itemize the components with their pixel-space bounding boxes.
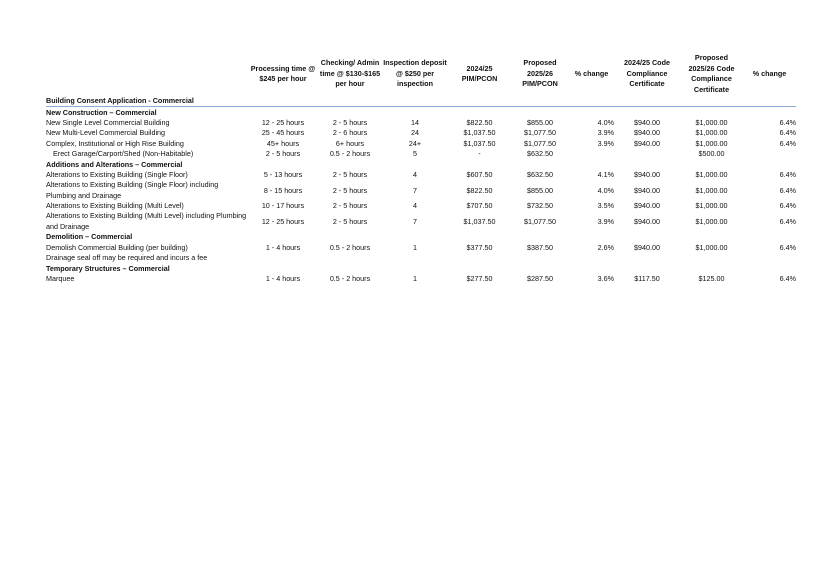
header-ccc-change: % change: [752, 68, 787, 78]
cell-ccc-change: 6.4%: [779, 138, 796, 148]
section-title: Additions and Alterations – Commercial: [46, 159, 183, 169]
cell-ccc-2025: $125.00: [698, 273, 725, 283]
cell-pim-2024: [448, 253, 511, 263]
cell-description: Alterations to Existing Building (Multi Level) including Plumbing and Drainage: [46, 211, 247, 231]
cell-pim-2025: $1,077.50: [524, 128, 556, 138]
section-header-row: [46, 263, 796, 273]
cell-processing-time: 12 - 25 hours: [261, 117, 305, 127]
cell-checking-time: 2 - 6 hours: [332, 128, 368, 138]
cell-checking-time: 2 - 5 hours: [332, 201, 368, 211]
cell-pim-2025: $632.50: [527, 169, 553, 179]
cell-description: Marquee: [46, 273, 75, 283]
cell-checking-time: 2 - 5 hours: [332, 185, 368, 195]
cell-pim-2025: $855.00: [527, 117, 553, 127]
cell-pim-2024: $277.50: [466, 273, 493, 283]
table-row: [46, 118, 796, 128]
cell-ccc-2024: $940.00: [634, 117, 660, 127]
cell-ccc-2025: $1,000.00: [695, 242, 728, 252]
cell-processing-time: 10 - 17 hours: [261, 201, 305, 211]
section-header-row: [46, 107, 796, 118]
cell-ccc-change: [743, 149, 796, 159]
header-pim-2025: Proposed 2025/26 PIM/PCON: [522, 58, 558, 89]
cell-pim-change: 3.9%: [597, 128, 614, 138]
cell-checking-time: [318, 253, 382, 263]
cell-processing-time: 8 - 15 hours: [263, 185, 303, 195]
section-title: Demolition – Commercial: [46, 232, 133, 242]
cell-description: Erect Garage/Carport/Shed (Non-Habitable): [53, 149, 194, 159]
cell-processing-time: 12 - 25 hours: [261, 216, 305, 226]
cell-pim-2024: $1,037.50: [463, 216, 496, 226]
cell-processing-time: 1 - 4 hours: [265, 273, 301, 283]
cell-pim-2025: $855.00: [527, 185, 553, 195]
cell-ccc-2025: $1,000.00: [695, 216, 728, 226]
cell-pim-2025: $1,077.50: [524, 216, 556, 226]
cell-checking-time: 0.5 - 2 hours: [329, 242, 371, 252]
cell-pim-2025: $287.50: [527, 273, 553, 283]
cell-description: Demolish Commercial Building (per building): [46, 242, 188, 252]
table-row: [46, 149, 796, 159]
section-title: New Construction – Commercial: [46, 107, 157, 117]
cell-inspection-deposit: 24: [411, 128, 419, 138]
cell-pim-2025: $387.50: [527, 242, 553, 252]
table-body: [46, 107, 796, 284]
cell-checking-time: 2 - 5 hours: [332, 117, 368, 127]
header-pim-2024: 2024/25 PIM/PCON: [461, 63, 498, 83]
cell-pim-change: 3.6%: [597, 273, 614, 283]
cell-ccc-2024: [614, 253, 680, 263]
cell-pim-change: 2.6%: [597, 242, 614, 252]
cell-pim-2025: $732.50: [527, 201, 553, 211]
table-title-row: [46, 96, 796, 107]
cell-ccc-change: 6.4%: [779, 273, 796, 283]
cell-checking-time: 6+ hours: [335, 138, 365, 148]
fee-schedule-sheet: [46, 52, 796, 284]
cell-ccc-2024: $940.00: [634, 216, 660, 226]
header-processing-time: Processing time @ $245 per hour: [250, 63, 316, 83]
cell-checking-time: 0.5 - 2 hours: [329, 273, 371, 283]
cell-pim-change: 3.9%: [597, 138, 614, 148]
fee-table: [46, 52, 796, 284]
cell-ccc-2025: $1,000.00: [695, 128, 728, 138]
cell-ccc-2025: $1,000.00: [695, 201, 728, 211]
section-title: Temporary Structures – Commercial: [46, 263, 170, 273]
cell-description: Complex, Institutional or High Rise Building: [46, 138, 184, 148]
cell-description: Alterations to Existing Building (Single Floor) including Plumbing and Drainage: [46, 180, 219, 200]
cell-checking-time: 0.5 - 2 hours: [329, 149, 371, 159]
cell-pim-change: 3.9%: [597, 216, 614, 226]
cell-pim-change: 4.0%: [597, 185, 614, 195]
header-checking-time: Checking/ Admin time @ $130-$165 per hour: [319, 58, 381, 89]
cell-inspection-deposit: 7: [413, 185, 417, 195]
cell-ccc-2024: [614, 149, 680, 159]
cell-ccc-2025: $1,000.00: [695, 117, 728, 127]
cell-ccc-change: 6.4%: [779, 169, 796, 179]
cell-processing-time: 25 - 45 hours: [261, 128, 305, 138]
cell-pim-2024: $377.50: [466, 242, 493, 252]
section-header-row: [46, 159, 796, 169]
cell-pim-2024: $822.50: [466, 185, 493, 195]
cell-processing-time: 5 - 13 hours: [263, 169, 303, 179]
cell-description: New Multi-Level Commercial Building: [46, 128, 166, 138]
cell-pim-change: [569, 149, 614, 159]
cell-ccc-change: 6.4%: [779, 185, 796, 195]
cell-checking-time: 2 - 5 hours: [332, 169, 368, 179]
header-row: [46, 52, 796, 96]
cell-ccc-change: 6.4%: [779, 117, 796, 127]
cell-description: Alterations to Existing Building (Multi Level): [46, 201, 184, 211]
cell-ccc-change: 6.4%: [779, 128, 796, 138]
header-description: [46, 52, 248, 96]
header-inspection-deposit: Inspection deposit @ $250 per inspection: [383, 58, 447, 89]
cell-ccc-2025: [680, 253, 743, 263]
cell-checking-time: 2 - 5 hours: [332, 216, 368, 226]
header-pim-change: % change: [574, 68, 609, 78]
cell-pim-2024: $1,037.50: [463, 138, 496, 148]
cell-inspection-deposit: 14: [411, 117, 419, 127]
cell-processing-time: 2 - 5 hours: [265, 149, 301, 159]
cell-description: New Single Level Commercial Building: [46, 117, 170, 127]
cell-inspection-deposit: 1: [413, 273, 417, 283]
table-row: [46, 139, 796, 149]
cell-ccc-change: 6.4%: [779, 242, 796, 252]
cell-inspection-deposit: 1: [413, 242, 417, 252]
cell-pim-2024: $1,037.50: [463, 128, 496, 138]
section-header-row: [46, 232, 796, 242]
cell-pim-2025: [511, 253, 569, 263]
cell-ccc-2025: $1,000.00: [695, 169, 728, 179]
table-row: [46, 170, 796, 180]
header-ccc-2024: 2024/25 Code Compliance Certificate: [624, 58, 670, 89]
cell-ccc-2024: $940.00: [634, 201, 660, 211]
table-row: [46, 201, 796, 211]
cell-inspection-deposit: 7: [413, 216, 417, 226]
cell-inspection-deposit: 4: [413, 201, 417, 211]
cell-pim-change: 4.1%: [597, 169, 614, 179]
cell-ccc-2024: $940.00: [634, 138, 660, 148]
cell-pim-2024: $607.50: [466, 169, 493, 179]
cell-pim-2025: $632.50: [527, 149, 553, 159]
cell-description: Drainage seal off may be required and incurs a fee: [46, 253, 208, 263]
cell-ccc-2024: $940.00: [634, 185, 660, 195]
cell-ccc-change: 6.4%: [779, 216, 796, 226]
cell-pim-2025: $1,077.50: [524, 138, 556, 148]
cell-inspection-deposit: 24+: [408, 138, 422, 148]
header-ccc-2025: Proposed 2025/26 Code Compliance Certificate: [688, 53, 735, 94]
cell-pim-2024: $822.50: [466, 117, 493, 127]
cell-pim-2024: -: [478, 149, 481, 159]
table-row: [46, 253, 796, 263]
cell-ccc-2025: $1,000.00: [695, 185, 728, 195]
cell-pim-change: 3.5%: [597, 201, 614, 211]
cell-pim-change: 4.0%: [597, 117, 614, 127]
cell-ccc-2025: $500.00: [698, 149, 725, 159]
cell-inspection-deposit: 4: [413, 169, 417, 179]
table-row: [46, 180, 796, 201]
cell-inspection-deposit: [382, 253, 448, 263]
cell-processing-time: 1 - 4 hours: [265, 242, 301, 252]
table-row: [46, 211, 796, 232]
cell-pim-2024: $707.50: [466, 201, 493, 211]
cell-description: Alterations to Existing Building (Single Floor): [46, 169, 188, 179]
cell-inspection-deposit: 5: [413, 149, 417, 159]
table-row: [46, 243, 796, 253]
cell-ccc-change: [743, 253, 796, 263]
cell-processing-time: [248, 253, 318, 263]
cell-ccc-2024: $117.50: [634, 273, 660, 283]
cell-ccc-change: 6.4%: [779, 201, 796, 211]
table-row: [46, 128, 796, 138]
table-title: Building Consent Application - Commercial: [46, 96, 796, 107]
cell-ccc-2024: $940.00: [634, 169, 660, 179]
table-row: [46, 274, 796, 284]
cell-processing-time: 45+ hours: [266, 138, 300, 148]
cell-ccc-2025: $1,000.00: [695, 138, 728, 148]
cell-ccc-2024: $940.00: [634, 128, 660, 138]
cell-pim-change: [569, 253, 614, 263]
cell-ccc-2024: $940.00: [634, 242, 660, 252]
